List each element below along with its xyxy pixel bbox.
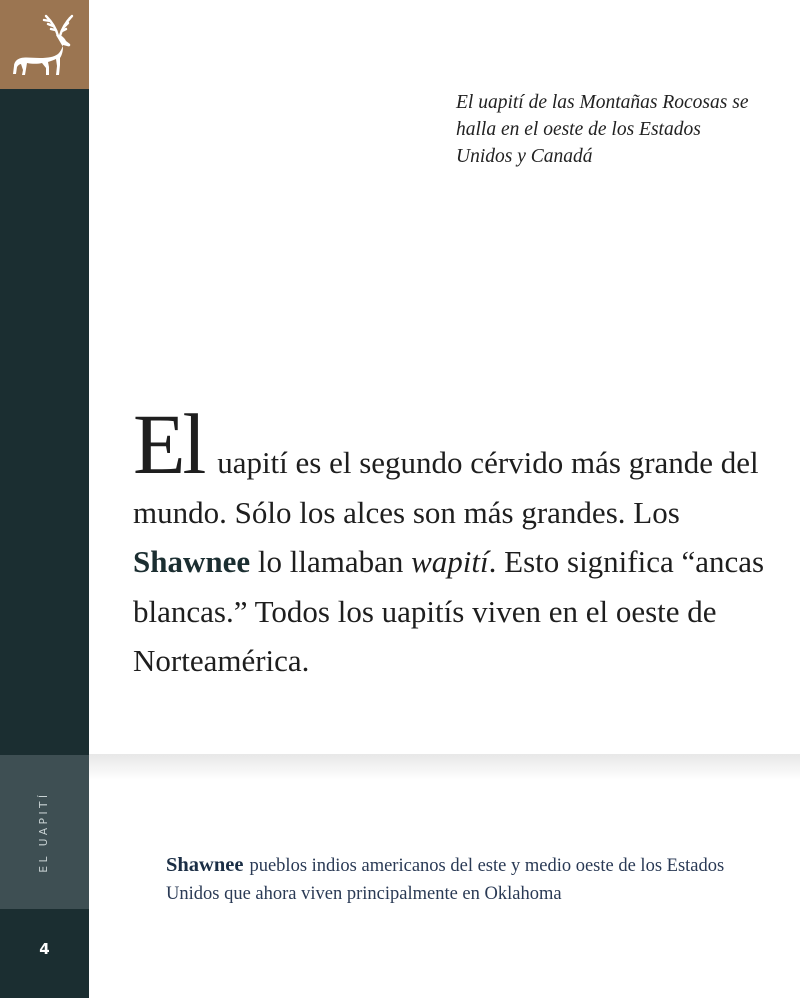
text-part-1: uapití es el segundo cérvido más grande del mundo. Sólo los alces son más grandes. Los: [133, 445, 759, 530]
photo-caption: El uapití de las Montañas Rocosas se halla en el oeste de los Estados Unidos y Canadá: [456, 92, 749, 167]
sidebar: [0, 0, 89, 998]
glossary-definition: pueblos indios americanos del este y medio oeste de los Estados Unidos que ahora viven principalmente en Oklahoma: [166, 856, 725, 904]
text-part-3: . Esto significa “ancas blancas.” Todos los uapitís viven en el oeste de Norteamérica.: [133, 544, 765, 678]
page-number: 4: [39, 940, 50, 958]
glossary-term-link: Shawnee: [133, 544, 251, 579]
glossary-entry: [166, 851, 766, 908]
glossary-term: Shawnee: [166, 854, 244, 876]
text-part-2: lo llamaban: [250, 544, 412, 579]
logo-box: [0, 0, 89, 89]
drop-cap: El: [133, 396, 204, 492]
section-label: EL UAPITÍ: [38, 791, 50, 873]
italic-word: wapití: [411, 544, 489, 579]
main-paragraph: [133, 396, 793, 686]
glossary-divider: [89, 754, 800, 780]
